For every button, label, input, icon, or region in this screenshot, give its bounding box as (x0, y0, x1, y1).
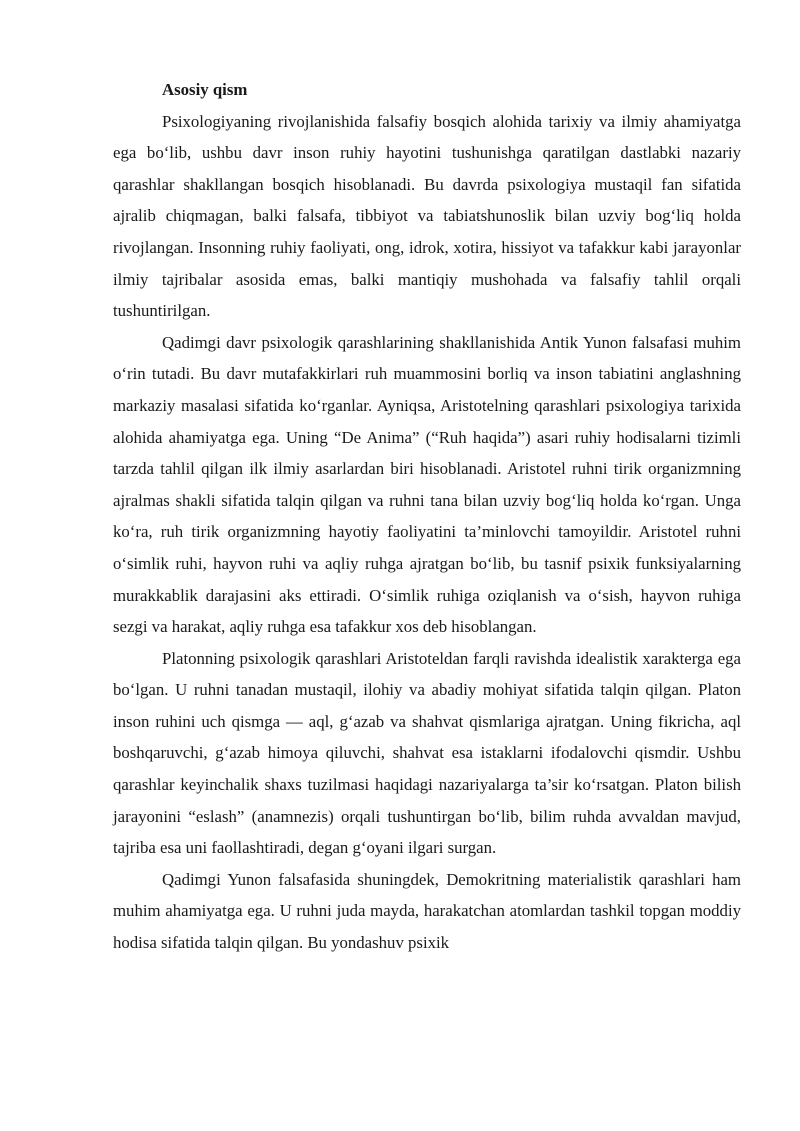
document-page (113, 74, 741, 959)
paragraph-democritus: Qadimgi Yunon falsafasida shuningdek, Demokritning materialistik qarashlari ham muhim ahamiyatga ega. U ruhni juda mayda, harakatchan atomlardan tashkil topgan moddiy hodisa sifatida talqin qilgan. Bu yondashuv psixik (113, 869, 741, 953)
paragraph-philosophical-stage: Psixologiyaning rivojlanishida falsafiy bosqich alohida tarixiy va ilmiy ahamiyatga ega boʻlib, ushbu davr inson ruhiy hayotini tushunishga qaratilgan dastlabki nazariy qarashlar shakllangan bosqich hisoblanadi. Bu davrda psixologiya mustaqil fan sifatida ajralib chiqmagan, balki falsafa, tibbiyot va tabiatshunoslik bilan uzviy bogʻliq holda rivojlangan. Insonning ruhiy faoliyati, ong, idrok, xotira, hissiyot va tafakkur kabi jarayonlar ilmiy tajribalar asosida emas, balki mantiqiy mushohada va falsafiy tahlil orqali tushuntirilgan. (113, 111, 741, 321)
paragraph-plato: Platonning psixologik qarashlari Aristoteldan farqli ravishda idealistik xarakterga ega boʻlgan. U ruhni tanadan mustaqil, ilohiy va abadiy mohiyat sifatida talqin qilgan. Platon inson ruhini uch qismga — aql, gʻazab va shahvat qismlariga ajratgan. Uning fikricha, aql boshqaruvchi, gʻazab himoya qiluvchi, shahvat esa istaklarni ifodalovchi qismdir. Ushbu qarashlar keyinchalik shaxs tuzilmasi haqidagi nazariyalarga ta’sir koʻrsatgan. Platon bilish jarayonini “eslash” (anamnezis) orqali tushuntirgan boʻlib, bilim ruhda avvaldan mavjud, tajriba esa uni faollashtiradi, degan gʻoyani ilgari surgan. (113, 648, 741, 858)
section-heading: Asosiy qism (162, 80, 248, 99)
paragraph-ancient-greek-aristotle: Qadimgi davr psixologik qarashlarining shakllanishida Antik Yunon falsafasi muhim oʻrin tutadi. Bu davr mutafakkirlari ruh muammosini borliq va inson tabiatini anglashning markaziy masalasi sifatida koʻrganlar. Ayniqsa, Aristotelning qarashlari psixologiya tarixida alohida ahamiyatga ega. Uning “De Anima” (“Ruh haqida”) asari ruhiy hodisalarni tizimli tarzda tahlil qilgan ilk ilmiy asarlardan biri hisoblanadi. Aristotel ruhni tirik organizmning ajralmas shakli sifatida talqin qilgan va ruhni tana bilan uzviy bogʻliq holda koʻrgan. Unga koʻra, ruh tirik organizmning hayotiy faoliyatini ta’minlovchi tamoyildir. Aristotel ruhni oʻsimlik ruhi, hayvon ruhi va aqliy ruhga ajratgan boʻlib, bu tasnif psixik funksiyalarning murakkablik darajasini aks ettiradi. Oʻsimlik ruhiga oziqlanish va oʻsish, hayvon ruhiga sezgi va harakat, aqliy ruhga esa tafakkur xos deb hisoblangan. (113, 332, 741, 637)
